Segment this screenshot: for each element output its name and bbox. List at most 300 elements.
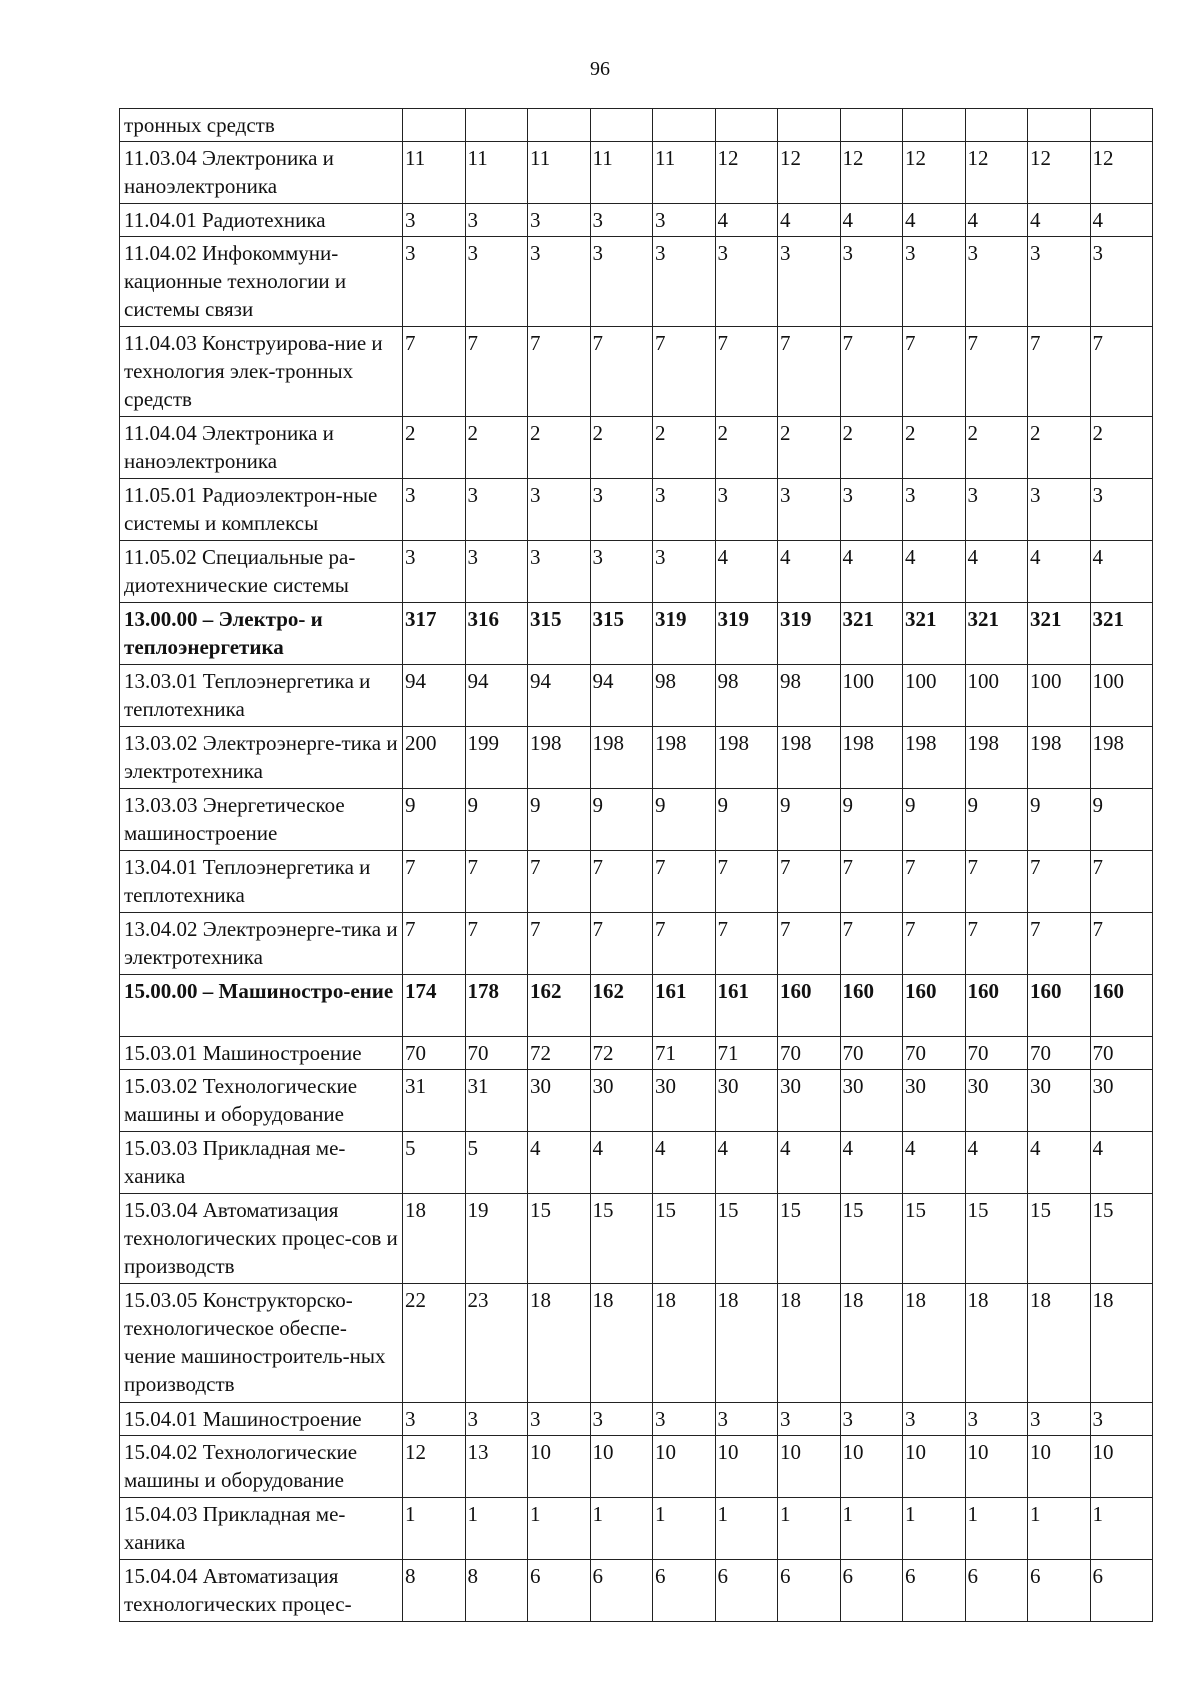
row-label: тронных средств bbox=[120, 109, 403, 142]
value-cell: 7 bbox=[840, 851, 903, 913]
value-cell: 15 bbox=[1028, 1194, 1091, 1284]
value-cell: 7 bbox=[778, 851, 841, 913]
table-row bbox=[120, 851, 1153, 913]
value-cell: 3 bbox=[590, 237, 653, 327]
value-cell: 3 bbox=[840, 237, 903, 327]
value-cell: 7 bbox=[590, 851, 653, 913]
row-label: 15.04.03 Прикладная ме-ханика bbox=[120, 1498, 403, 1560]
value-cell: 10 bbox=[653, 1436, 716, 1498]
value-cell: 4 bbox=[1028, 1132, 1091, 1194]
row-label: 15.03.02 Технологические машины и оборудование bbox=[120, 1070, 403, 1132]
value-cell: 4 bbox=[715, 1132, 778, 1194]
table-section-row bbox=[120, 603, 1153, 665]
value-cell: 4 bbox=[1028, 541, 1091, 603]
value-cell: 3 bbox=[528, 204, 591, 237]
value-cell: 15 bbox=[840, 1194, 903, 1284]
value-cell: 4 bbox=[1028, 204, 1091, 237]
value-cell: 94 bbox=[465, 665, 528, 727]
value-cell: 72 bbox=[590, 1037, 653, 1070]
value-cell bbox=[403, 109, 466, 142]
value-cell: 3 bbox=[653, 204, 716, 237]
value-cell: 198 bbox=[1090, 727, 1153, 789]
value-cell: 2 bbox=[778, 417, 841, 479]
value-cell: 4 bbox=[965, 1132, 1028, 1194]
table-row bbox=[120, 1037, 1153, 1070]
value-cell: 3 bbox=[653, 1403, 716, 1436]
table-row bbox=[120, 541, 1153, 603]
value-cell: 9 bbox=[1090, 789, 1153, 851]
value-cell: 6 bbox=[965, 1560, 1028, 1622]
value-cell: 4 bbox=[840, 204, 903, 237]
value-cell: 3 bbox=[403, 237, 466, 327]
value-cell: 3 bbox=[1028, 237, 1091, 327]
table-row bbox=[120, 665, 1153, 727]
value-cell: 71 bbox=[715, 1037, 778, 1070]
value-cell: 321 bbox=[840, 603, 903, 665]
value-cell: 9 bbox=[653, 789, 716, 851]
table-section-row bbox=[120, 975, 1153, 1037]
value-cell: 30 bbox=[590, 1070, 653, 1132]
value-cell: 100 bbox=[1028, 665, 1091, 727]
value-cell: 9 bbox=[465, 789, 528, 851]
value-cell: 162 bbox=[528, 975, 591, 1037]
table-row bbox=[120, 1498, 1153, 1560]
value-cell: 12 bbox=[965, 142, 1028, 204]
value-cell: 19 bbox=[465, 1194, 528, 1284]
value-cell: 3 bbox=[715, 479, 778, 541]
value-cell: 3 bbox=[528, 237, 591, 327]
value-cell: 198 bbox=[528, 727, 591, 789]
value-cell: 6 bbox=[903, 1560, 966, 1622]
value-cell: 100 bbox=[903, 665, 966, 727]
value-cell: 3 bbox=[403, 1403, 466, 1436]
value-cell: 70 bbox=[778, 1037, 841, 1070]
row-label: 15.03.03 Прикладная ме-ханика bbox=[120, 1132, 403, 1194]
value-cell: 7 bbox=[715, 327, 778, 417]
table-row bbox=[120, 1436, 1153, 1498]
value-cell: 4 bbox=[778, 541, 841, 603]
value-cell: 12 bbox=[403, 1436, 466, 1498]
value-cell: 10 bbox=[840, 1436, 903, 1498]
value-cell: 3 bbox=[465, 204, 528, 237]
value-cell: 100 bbox=[1090, 665, 1153, 727]
value-cell: 100 bbox=[840, 665, 903, 727]
page-number: 96 bbox=[590, 58, 610, 80]
value-cell: 6 bbox=[590, 1560, 653, 1622]
value-cell: 2 bbox=[965, 417, 1028, 479]
value-cell: 7 bbox=[840, 327, 903, 417]
value-cell: 4 bbox=[778, 204, 841, 237]
value-cell: 15 bbox=[653, 1194, 716, 1284]
value-cell: 7 bbox=[1090, 851, 1153, 913]
value-cell: 7 bbox=[1028, 913, 1091, 975]
value-cell: 10 bbox=[590, 1436, 653, 1498]
value-cell: 3 bbox=[528, 479, 591, 541]
value-cell: 4 bbox=[965, 204, 1028, 237]
value-cell: 70 bbox=[840, 1037, 903, 1070]
value-cell: 70 bbox=[1028, 1037, 1091, 1070]
value-cell: 7 bbox=[903, 851, 966, 913]
value-cell: 7 bbox=[778, 327, 841, 417]
value-cell: 10 bbox=[1028, 1436, 1091, 1498]
value-cell: 3 bbox=[465, 1403, 528, 1436]
value-cell: 1 bbox=[840, 1498, 903, 1560]
table-row bbox=[120, 1284, 1153, 1403]
value-cell bbox=[903, 109, 966, 142]
value-cell: 7 bbox=[528, 851, 591, 913]
value-cell: 3 bbox=[590, 204, 653, 237]
value-cell: 11 bbox=[403, 142, 466, 204]
value-cell: 9 bbox=[715, 789, 778, 851]
value-cell: 18 bbox=[840, 1284, 903, 1403]
value-cell: 3 bbox=[1028, 479, 1091, 541]
table-row bbox=[120, 479, 1153, 541]
value-cell: 6 bbox=[1090, 1560, 1153, 1622]
value-cell: 7 bbox=[465, 327, 528, 417]
value-cell bbox=[778, 109, 841, 142]
value-cell: 18 bbox=[403, 1194, 466, 1284]
table-row bbox=[120, 327, 1153, 417]
value-cell: 15 bbox=[903, 1194, 966, 1284]
value-cell: 7 bbox=[403, 327, 466, 417]
value-cell: 4 bbox=[778, 1132, 841, 1194]
value-cell: 5 bbox=[403, 1132, 466, 1194]
row-label: 13.03.03 Энергетическое машиностроение bbox=[120, 789, 403, 851]
value-cell: 160 bbox=[903, 975, 966, 1037]
value-cell: 161 bbox=[715, 975, 778, 1037]
value-cell: 7 bbox=[528, 913, 591, 975]
value-cell: 2 bbox=[903, 417, 966, 479]
value-cell: 162 bbox=[590, 975, 653, 1037]
value-cell: 30 bbox=[840, 1070, 903, 1132]
value-cell: 6 bbox=[528, 1560, 591, 1622]
value-cell: 11 bbox=[590, 142, 653, 204]
value-cell: 4 bbox=[903, 541, 966, 603]
value-cell: 4 bbox=[903, 1132, 966, 1194]
value-cell: 11 bbox=[528, 142, 591, 204]
value-cell: 30 bbox=[1090, 1070, 1153, 1132]
value-cell: 6 bbox=[715, 1560, 778, 1622]
row-label: 11.04.04 Электроника и наноэлектроника bbox=[120, 417, 403, 479]
value-cell: 4 bbox=[715, 204, 778, 237]
value-cell: 7 bbox=[590, 913, 653, 975]
value-cell: 3 bbox=[840, 479, 903, 541]
value-cell: 7 bbox=[965, 851, 1028, 913]
table-row bbox=[120, 789, 1153, 851]
value-cell: 5 bbox=[465, 1132, 528, 1194]
value-cell bbox=[653, 109, 716, 142]
value-cell: 71 bbox=[653, 1037, 716, 1070]
value-cell: 3 bbox=[465, 479, 528, 541]
value-cell: 160 bbox=[778, 975, 841, 1037]
value-cell: 321 bbox=[1090, 603, 1153, 665]
row-label: 13.04.01 Теплоэнергетика и теплотехника bbox=[120, 851, 403, 913]
table-row bbox=[120, 913, 1153, 975]
value-cell: 13 bbox=[465, 1436, 528, 1498]
value-cell: 3 bbox=[965, 237, 1028, 327]
row-label: 11.04.03 Конструирова-ние и технология элек-тронных средств bbox=[120, 327, 403, 417]
value-cell: 315 bbox=[528, 603, 591, 665]
value-cell: 30 bbox=[715, 1070, 778, 1132]
row-label: 13.04.02 Электроэнерге-тика и электротехника bbox=[120, 913, 403, 975]
table-row bbox=[120, 237, 1153, 327]
value-cell: 7 bbox=[903, 913, 966, 975]
value-cell: 9 bbox=[1028, 789, 1091, 851]
table-row bbox=[120, 417, 1153, 479]
value-cell bbox=[1090, 109, 1153, 142]
value-cell: 160 bbox=[1028, 975, 1091, 1037]
row-label: 11.05.02 Специальные ра-диотехнические системы bbox=[120, 541, 403, 603]
value-cell: 7 bbox=[653, 327, 716, 417]
row-label: 13.03.01 Теплоэнергетика и теплотехника bbox=[120, 665, 403, 727]
value-cell: 94 bbox=[528, 665, 591, 727]
value-cell: 7 bbox=[1090, 327, 1153, 417]
value-cell: 321 bbox=[1028, 603, 1091, 665]
value-cell: 1 bbox=[778, 1498, 841, 1560]
value-cell: 12 bbox=[1090, 142, 1153, 204]
value-cell: 7 bbox=[965, 913, 1028, 975]
value-cell: 4 bbox=[715, 541, 778, 603]
table-body bbox=[120, 109, 1153, 1622]
value-cell: 15 bbox=[528, 1194, 591, 1284]
row-label: 15.03.04 Автоматизация технологических процес-сов и производств bbox=[120, 1194, 403, 1284]
value-cell: 2 bbox=[653, 417, 716, 479]
value-cell: 3 bbox=[465, 541, 528, 603]
value-cell: 3 bbox=[1090, 479, 1153, 541]
value-cell: 70 bbox=[1090, 1037, 1153, 1070]
row-label: 13.03.02 Электроэнерге-тика и электротехника bbox=[120, 727, 403, 789]
value-cell: 319 bbox=[653, 603, 716, 665]
value-cell: 7 bbox=[1028, 327, 1091, 417]
value-cell: 1 bbox=[465, 1498, 528, 1560]
value-cell: 4 bbox=[1090, 204, 1153, 237]
table-row bbox=[120, 142, 1153, 204]
value-cell: 1 bbox=[965, 1498, 1028, 1560]
value-cell: 9 bbox=[590, 789, 653, 851]
table-row bbox=[120, 1132, 1153, 1194]
value-cell: 3 bbox=[1090, 1403, 1153, 1436]
value-cell: 198 bbox=[653, 727, 716, 789]
value-cell: 198 bbox=[778, 727, 841, 789]
value-cell: 72 bbox=[528, 1037, 591, 1070]
value-cell: 3 bbox=[965, 1403, 1028, 1436]
value-cell: 3 bbox=[903, 1403, 966, 1436]
value-cell: 6 bbox=[840, 1560, 903, 1622]
value-cell bbox=[590, 109, 653, 142]
table-row bbox=[120, 1560, 1153, 1622]
value-cell: 6 bbox=[1028, 1560, 1091, 1622]
value-cell: 70 bbox=[903, 1037, 966, 1070]
value-cell bbox=[715, 109, 778, 142]
value-cell: 4 bbox=[840, 1132, 903, 1194]
value-cell bbox=[965, 109, 1028, 142]
value-cell: 11 bbox=[653, 142, 716, 204]
value-cell: 4 bbox=[903, 204, 966, 237]
row-label: 15.04.04 Автоматизация технологических процес- bbox=[120, 1560, 403, 1622]
table-row bbox=[120, 1194, 1153, 1284]
value-cell: 198 bbox=[1028, 727, 1091, 789]
value-cell: 3 bbox=[653, 237, 716, 327]
value-cell: 9 bbox=[778, 789, 841, 851]
value-cell: 160 bbox=[965, 975, 1028, 1037]
value-cell: 198 bbox=[590, 727, 653, 789]
value-cell: 3 bbox=[778, 237, 841, 327]
value-cell: 319 bbox=[778, 603, 841, 665]
value-cell: 10 bbox=[528, 1436, 591, 1498]
value-cell: 6 bbox=[653, 1560, 716, 1622]
value-cell: 7 bbox=[840, 913, 903, 975]
value-cell: 7 bbox=[1090, 913, 1153, 975]
value-cell: 198 bbox=[840, 727, 903, 789]
value-cell: 30 bbox=[965, 1070, 1028, 1132]
value-cell: 15 bbox=[965, 1194, 1028, 1284]
value-cell: 1 bbox=[653, 1498, 716, 1560]
value-cell: 198 bbox=[715, 727, 778, 789]
value-cell: 1 bbox=[715, 1498, 778, 1560]
value-cell: 7 bbox=[1028, 851, 1091, 913]
value-cell: 94 bbox=[590, 665, 653, 727]
value-cell: 11 bbox=[465, 142, 528, 204]
value-cell: 10 bbox=[965, 1436, 1028, 1498]
value-cell: 7 bbox=[715, 913, 778, 975]
value-cell: 30 bbox=[778, 1070, 841, 1132]
value-cell bbox=[1028, 109, 1091, 142]
value-cell: 1 bbox=[528, 1498, 591, 1560]
row-label: 15.00.00 – Машиностро-ение bbox=[120, 975, 403, 1037]
value-cell: 7 bbox=[965, 327, 1028, 417]
value-cell: 15 bbox=[1090, 1194, 1153, 1284]
value-cell: 18 bbox=[653, 1284, 716, 1403]
value-cell: 12 bbox=[715, 142, 778, 204]
row-label: 15.03.05 Конструкторско-технологическое обеспе-чение машиностроитель-ных производств bbox=[120, 1284, 403, 1403]
row-label: 11.03.04 Электроника и наноэлектроника bbox=[120, 142, 403, 204]
value-cell: 174 bbox=[403, 975, 466, 1037]
value-cell: 23 bbox=[465, 1284, 528, 1403]
table-row bbox=[120, 727, 1153, 789]
value-cell: 30 bbox=[903, 1070, 966, 1132]
value-cell: 321 bbox=[903, 603, 966, 665]
value-cell: 178 bbox=[465, 975, 528, 1037]
value-cell: 18 bbox=[715, 1284, 778, 1403]
value-cell: 7 bbox=[778, 913, 841, 975]
value-cell: 18 bbox=[778, 1284, 841, 1403]
value-cell: 18 bbox=[903, 1284, 966, 1403]
value-cell: 7 bbox=[653, 913, 716, 975]
value-cell: 18 bbox=[528, 1284, 591, 1403]
value-cell: 3 bbox=[715, 1403, 778, 1436]
value-cell: 7 bbox=[528, 327, 591, 417]
row-label: 11.05.01 Радиоэлектрон-ные системы и комплексы bbox=[120, 479, 403, 541]
value-cell: 94 bbox=[403, 665, 466, 727]
value-cell: 2 bbox=[1090, 417, 1153, 479]
value-cell: 31 bbox=[403, 1070, 466, 1132]
value-cell: 7 bbox=[715, 851, 778, 913]
row-label: 15.04.01 Машиностроение bbox=[120, 1403, 403, 1436]
value-cell: 3 bbox=[965, 479, 1028, 541]
value-cell: 12 bbox=[1028, 142, 1091, 204]
value-cell: 70 bbox=[965, 1037, 1028, 1070]
table-row bbox=[120, 1403, 1153, 1436]
value-cell: 3 bbox=[1090, 237, 1153, 327]
value-cell: 98 bbox=[715, 665, 778, 727]
value-cell: 22 bbox=[403, 1284, 466, 1403]
value-cell: 31 bbox=[465, 1070, 528, 1132]
value-cell: 10 bbox=[715, 1436, 778, 1498]
value-cell: 3 bbox=[590, 541, 653, 603]
value-cell: 4 bbox=[528, 1132, 591, 1194]
value-cell: 9 bbox=[528, 789, 591, 851]
value-cell: 3 bbox=[840, 1403, 903, 1436]
value-cell: 2 bbox=[528, 417, 591, 479]
table-row bbox=[120, 1070, 1153, 1132]
value-cell: 7 bbox=[403, 851, 466, 913]
value-cell: 8 bbox=[465, 1560, 528, 1622]
value-cell: 4 bbox=[1090, 1132, 1153, 1194]
data-table bbox=[119, 108, 1153, 1622]
row-label: 13.00.00 – Электро- и теплоэнергетика bbox=[120, 603, 403, 665]
value-cell: 3 bbox=[653, 479, 716, 541]
value-cell: 199 bbox=[465, 727, 528, 789]
value-cell: 3 bbox=[403, 204, 466, 237]
value-cell: 319 bbox=[715, 603, 778, 665]
value-cell: 8 bbox=[403, 1560, 466, 1622]
value-cell: 9 bbox=[965, 789, 1028, 851]
value-cell: 3 bbox=[465, 237, 528, 327]
value-cell: 316 bbox=[465, 603, 528, 665]
value-cell: 198 bbox=[903, 727, 966, 789]
value-cell: 2 bbox=[403, 417, 466, 479]
value-cell: 3 bbox=[403, 541, 466, 603]
value-cell bbox=[465, 109, 528, 142]
value-cell: 2 bbox=[715, 417, 778, 479]
row-label: 11.04.01 Радиотехника bbox=[120, 204, 403, 237]
value-cell: 3 bbox=[903, 237, 966, 327]
value-cell: 10 bbox=[903, 1436, 966, 1498]
row-label: 11.04.02 Инфокоммуни-кационные технологии и системы связи bbox=[120, 237, 403, 327]
value-cell: 100 bbox=[965, 665, 1028, 727]
value-cell: 4 bbox=[1090, 541, 1153, 603]
value-cell: 4 bbox=[840, 541, 903, 603]
value-cell: 4 bbox=[965, 541, 1028, 603]
value-cell: 1 bbox=[403, 1498, 466, 1560]
value-cell: 317 bbox=[403, 603, 466, 665]
value-cell: 9 bbox=[903, 789, 966, 851]
value-cell: 70 bbox=[403, 1037, 466, 1070]
value-cell: 15 bbox=[778, 1194, 841, 1284]
row-label: 15.04.02 Технологические машины и оборудование bbox=[120, 1436, 403, 1498]
value-cell: 7 bbox=[903, 327, 966, 417]
value-cell: 2 bbox=[465, 417, 528, 479]
value-cell: 3 bbox=[590, 479, 653, 541]
value-cell: 70 bbox=[465, 1037, 528, 1070]
value-cell: 3 bbox=[590, 1403, 653, 1436]
value-cell: 3 bbox=[715, 237, 778, 327]
value-cell: 198 bbox=[965, 727, 1028, 789]
value-cell: 2 bbox=[840, 417, 903, 479]
value-cell: 160 bbox=[840, 975, 903, 1037]
value-cell: 7 bbox=[403, 913, 466, 975]
value-cell: 321 bbox=[965, 603, 1028, 665]
value-cell: 3 bbox=[778, 1403, 841, 1436]
value-cell: 98 bbox=[778, 665, 841, 727]
value-cell: 2 bbox=[590, 417, 653, 479]
value-cell: 161 bbox=[653, 975, 716, 1037]
value-cell: 1 bbox=[1090, 1498, 1153, 1560]
value-cell: 9 bbox=[840, 789, 903, 851]
value-cell: 30 bbox=[1028, 1070, 1091, 1132]
value-cell: 18 bbox=[965, 1284, 1028, 1403]
value-cell: 15 bbox=[590, 1194, 653, 1284]
